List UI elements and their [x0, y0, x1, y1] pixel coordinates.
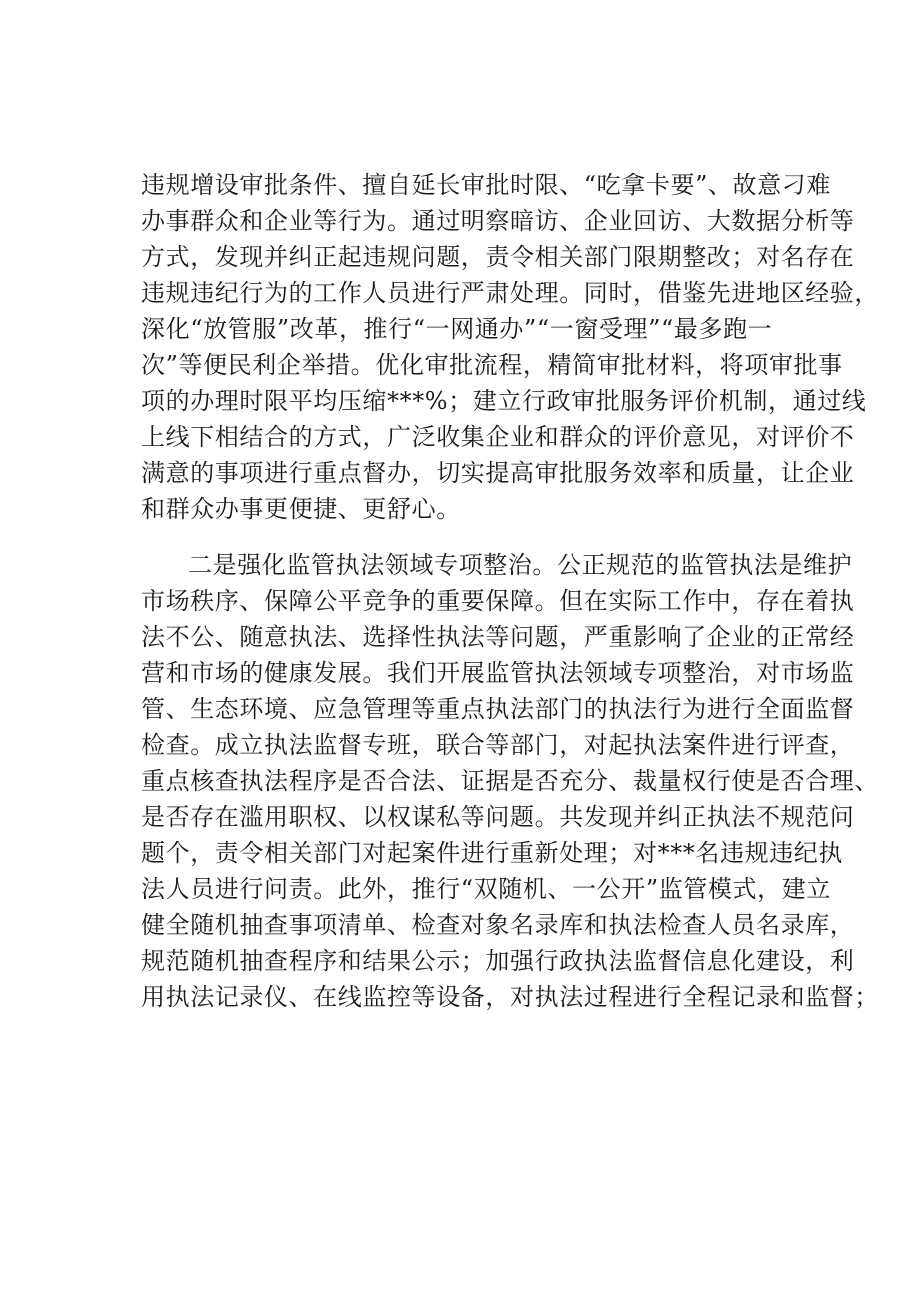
paragraph-line: 规范随机抽查程序和结果公示；加强行政执法监督信息化建设，利 — [141, 947, 855, 975]
paragraph-line: 深化“放管服”改革，推行“一网通办”“一窗受理”“最多跑一 — [141, 315, 773, 343]
paragraph-line: 法人员进行问责。此外，推行“双随机、一公开”监管模式，建立 — [141, 875, 831, 903]
paragraph-line: 健全随机抽查事项清单、检查对象名录库和执法检查人员名录库， — [141, 911, 855, 939]
paragraph-line: 用执法记录仪、在线监控等设备，对执法过程进行全程记录和监督； — [141, 983, 879, 1011]
paragraph-line: 违规违纪行为的工作人员进行严肃处理。同时，借鉴先进地区经验， — [141, 279, 879, 307]
paragraph-line: 题个，责令相关部门对起案件进行重新处理；对***名违规违纪执 — [141, 839, 843, 867]
paragraph-line: 二是强化监管执法领域专项整治。公正规范的监管执法是维护 — [188, 551, 853, 579]
paragraph-line: 次”等便民利企举措。优化审批流程，精简审批材料，将项审批事 — [141, 351, 843, 379]
paragraph-line: 上线下相结合的方式，广泛收集企业和群众的评价意见，对评价不 — [141, 423, 855, 451]
paragraph-line: 市场秩序、保障公平竞争的重要保障。但在实际工作中，存在着执 — [141, 587, 855, 615]
paragraph-line: 项的办理时限平均压缩***%；建立行政审批服务评价机制，通过线 — [141, 387, 867, 415]
paragraph-line: 是否存在滥用职权、以权谋私等问题。共发现并纠正执法不规范问 — [141, 803, 855, 831]
paragraph-line: 营和市场的健康发展。我们开展监管执法领域专项整治，对市场监 — [141, 659, 855, 687]
paragraph-line: 重点核查执法程序是否合法、证据是否充分、裁量权行使是否合理、 — [141, 767, 879, 795]
paragraph-line: 违规增设审批条件、擅自延长审批时限、“吃拿卡要”、故意刁难 — [141, 171, 831, 199]
paragraph-line: 满意的事项进行重点督办，切实提高审批服务效率和质量，让企业 — [141, 459, 855, 487]
paragraph-line: 办事群众和企业等行为。通过明察暗访、企业回访、大数据分析等 — [141, 207, 855, 235]
paragraph-line: 法不公、随意执法、选择性执法等问题，严重影响了企业的正常经 — [141, 623, 855, 651]
paragraph-line: 和群众办事更便捷、更舒心。 — [141, 495, 461, 523]
paragraph-line: 检查。成立执法监督专班，联合等部门，对起执法案件进行评查， — [141, 731, 855, 759]
paragraph-line: 管、生态环境、应急管理等重点执法部门的执法行为进行全面监督 — [141, 695, 855, 723]
paragraph-line: 方式，发现并纠正起违规问题，责令相关部门限期整改；对名存在 — [141, 243, 855, 271]
